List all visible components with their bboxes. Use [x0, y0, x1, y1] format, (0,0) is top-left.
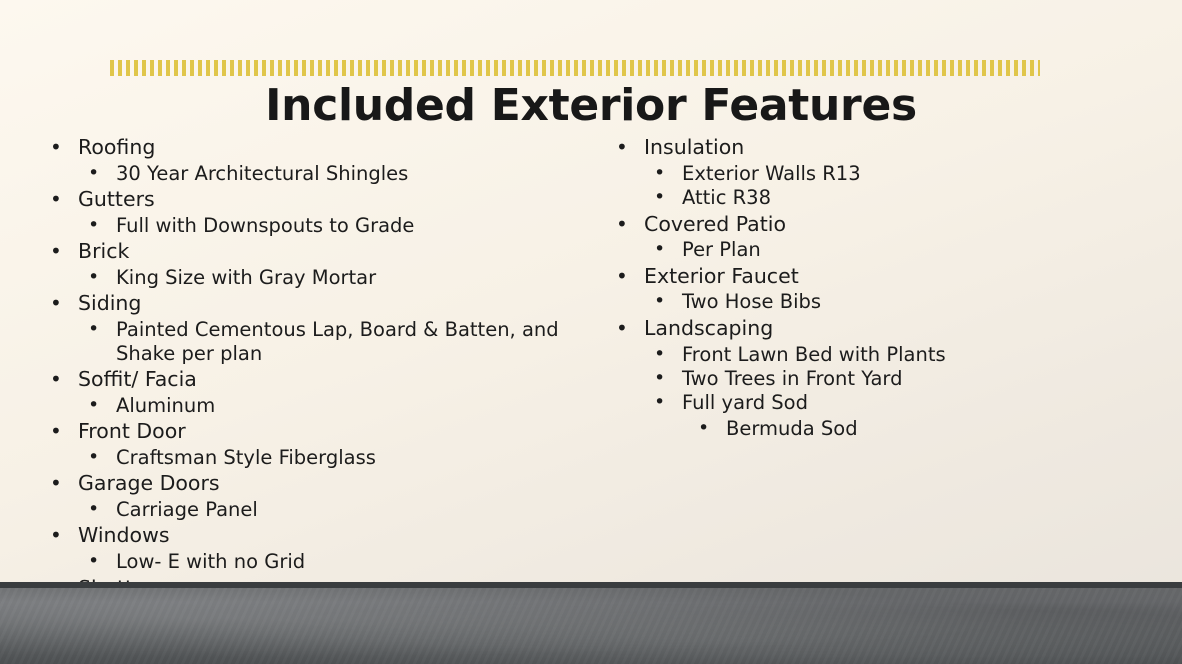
bullet-icon: •: [88, 550, 100, 573]
bullet-icon: •: [654, 238, 666, 261]
list-item: [606, 213, 1126, 262]
list-item: [644, 290, 1126, 313]
bullet-icon: •: [616, 135, 628, 159]
list-item-label: Two Trees in Front Yard: [682, 367, 903, 391]
left-sublist-level-2: [78, 446, 560, 469]
list-item-label: Insulation: [644, 135, 745, 159]
list-item: [40, 136, 560, 185]
list-item: [78, 446, 560, 469]
list-item: [78, 162, 560, 185]
bullet-icon: •: [50, 471, 62, 496]
bullet-icon: •: [616, 211, 628, 236]
list-item-label: Brick: [78, 239, 130, 264]
list-item: [40, 472, 560, 521]
bullet-icon: •: [50, 187, 62, 212]
list-item-label: Gutters: [78, 187, 155, 212]
right-sublist-level-2: [644, 290, 1126, 313]
list-item: [606, 265, 1126, 314]
list-item: [40, 240, 560, 289]
list-item: [40, 188, 560, 237]
right-sublist-level-2: [644, 343, 1126, 441]
bullet-icon: •: [654, 290, 666, 313]
right-sublist-level-3: [682, 417, 1126, 440]
list-item-label: Landscaping: [644, 315, 774, 340]
list-item-label: 30 Year Architectural Shingles: [116, 161, 409, 185]
left-sublist-level-2: [78, 550, 560, 573]
list-item-label: Full with Downspouts to Grade: [116, 213, 415, 237]
list-item-label: Bermuda Sod: [726, 416, 858, 440]
bullet-icon: •: [88, 161, 100, 184]
list-item: [682, 417, 1126, 440]
bullet-icon: •: [88, 498, 100, 521]
gold-dashed-divider: [110, 60, 1040, 76]
list-item: [78, 214, 560, 237]
list-item: [40, 524, 560, 573]
list-item-label: Craftsman Style Fiberglass: [116, 445, 376, 469]
left-sublist-level-2: [78, 266, 560, 289]
bullet-icon: •: [616, 263, 628, 288]
list-item: [644, 238, 1126, 261]
right-column: [606, 136, 1126, 629]
left-sublist-level-2: [78, 162, 560, 185]
list-item-label: Roofing: [78, 135, 156, 159]
list-item-label: Covered Patio: [644, 211, 786, 236]
content-columns: [40, 136, 1150, 629]
bullet-icon: •: [50, 135, 62, 159]
bullet-icon: •: [50, 419, 62, 444]
bullet-icon: •: [654, 342, 666, 365]
right-sublist-level-2: [644, 162, 1126, 210]
list-item-label: Front Door: [78, 419, 186, 444]
left-sublist-level-2: [78, 394, 560, 417]
list-item-label: Painted Cementous Lap, Board & Batten, and Shake per plan: [116, 318, 565, 365]
bullet-icon: •: [654, 391, 666, 414]
left-column: [40, 135, 565, 629]
list-item-label: Soffit/ Facia: [78, 367, 197, 392]
list-item: [644, 162, 1126, 185]
list-item-label: Full yard Sod: [682, 391, 808, 415]
list-item-label: Aluminum: [116, 393, 216, 417]
list-item-label: King Size with Gray Mortar: [116, 266, 377, 290]
page-title: Included Exterior Features: [265, 80, 917, 131]
bullet-icon: •: [88, 393, 100, 416]
list-item: [40, 291, 565, 365]
bullet-icon: •: [88, 213, 100, 236]
list-item-label: Carriage Panel: [116, 498, 258, 522]
list-item: [78, 394, 560, 417]
bullet-icon: •: [654, 161, 666, 184]
left-sublist-level-2: [78, 214, 560, 237]
bullet-icon: •: [50, 367, 62, 392]
list-item-label: Two Hose Bibs: [682, 290, 822, 314]
left-feature-list: [40, 135, 565, 626]
bullet-icon: •: [654, 367, 666, 390]
list-item: [644, 186, 1126, 209]
bullet-icon: •: [616, 315, 628, 340]
list-item-label: Garage Doors: [78, 471, 220, 496]
list-item: [78, 550, 560, 573]
bullet-icon: •: [50, 239, 62, 264]
list-item-label: Per Plan: [682, 238, 761, 262]
bullet-icon: •: [88, 445, 100, 468]
list-item-label: Windows: [78, 523, 170, 548]
bullet-icon: •: [88, 318, 100, 341]
list-item-label: Attic R38: [682, 186, 771, 210]
left-sublist-level-2: [78, 498, 560, 521]
list-item: [644, 391, 1126, 440]
list-item-label: Siding: [78, 291, 142, 316]
list-item-label: Front Lawn Bed with Plants: [682, 342, 946, 366]
list-item: [40, 368, 560, 417]
list-item: [644, 367, 1126, 390]
list-item: [606, 317, 1126, 440]
right-sublist-level-2: [644, 238, 1126, 261]
right-feature-list: [606, 136, 1126, 440]
list-item: [78, 266, 560, 289]
list-item-label: Low- E with no Grid: [116, 550, 306, 574]
bullet-icon: •: [698, 416, 710, 439]
list-item: [78, 498, 560, 521]
list-item-label: Exterior Faucet: [644, 263, 799, 288]
bullet-icon: •: [654, 186, 666, 209]
list-item: [606, 136, 1126, 210]
list-item: [78, 318, 565, 365]
list-item-label: Exterior Walls R13: [682, 161, 861, 185]
list-item: [40, 420, 560, 469]
footer-stone-band: [0, 582, 1182, 664]
bullet-icon: •: [50, 523, 62, 548]
left-sublist-level-2: [78, 318, 565, 365]
list-item: [644, 343, 1126, 366]
bullet-icon: •: [88, 266, 100, 289]
bullet-icon: •: [50, 291, 62, 316]
